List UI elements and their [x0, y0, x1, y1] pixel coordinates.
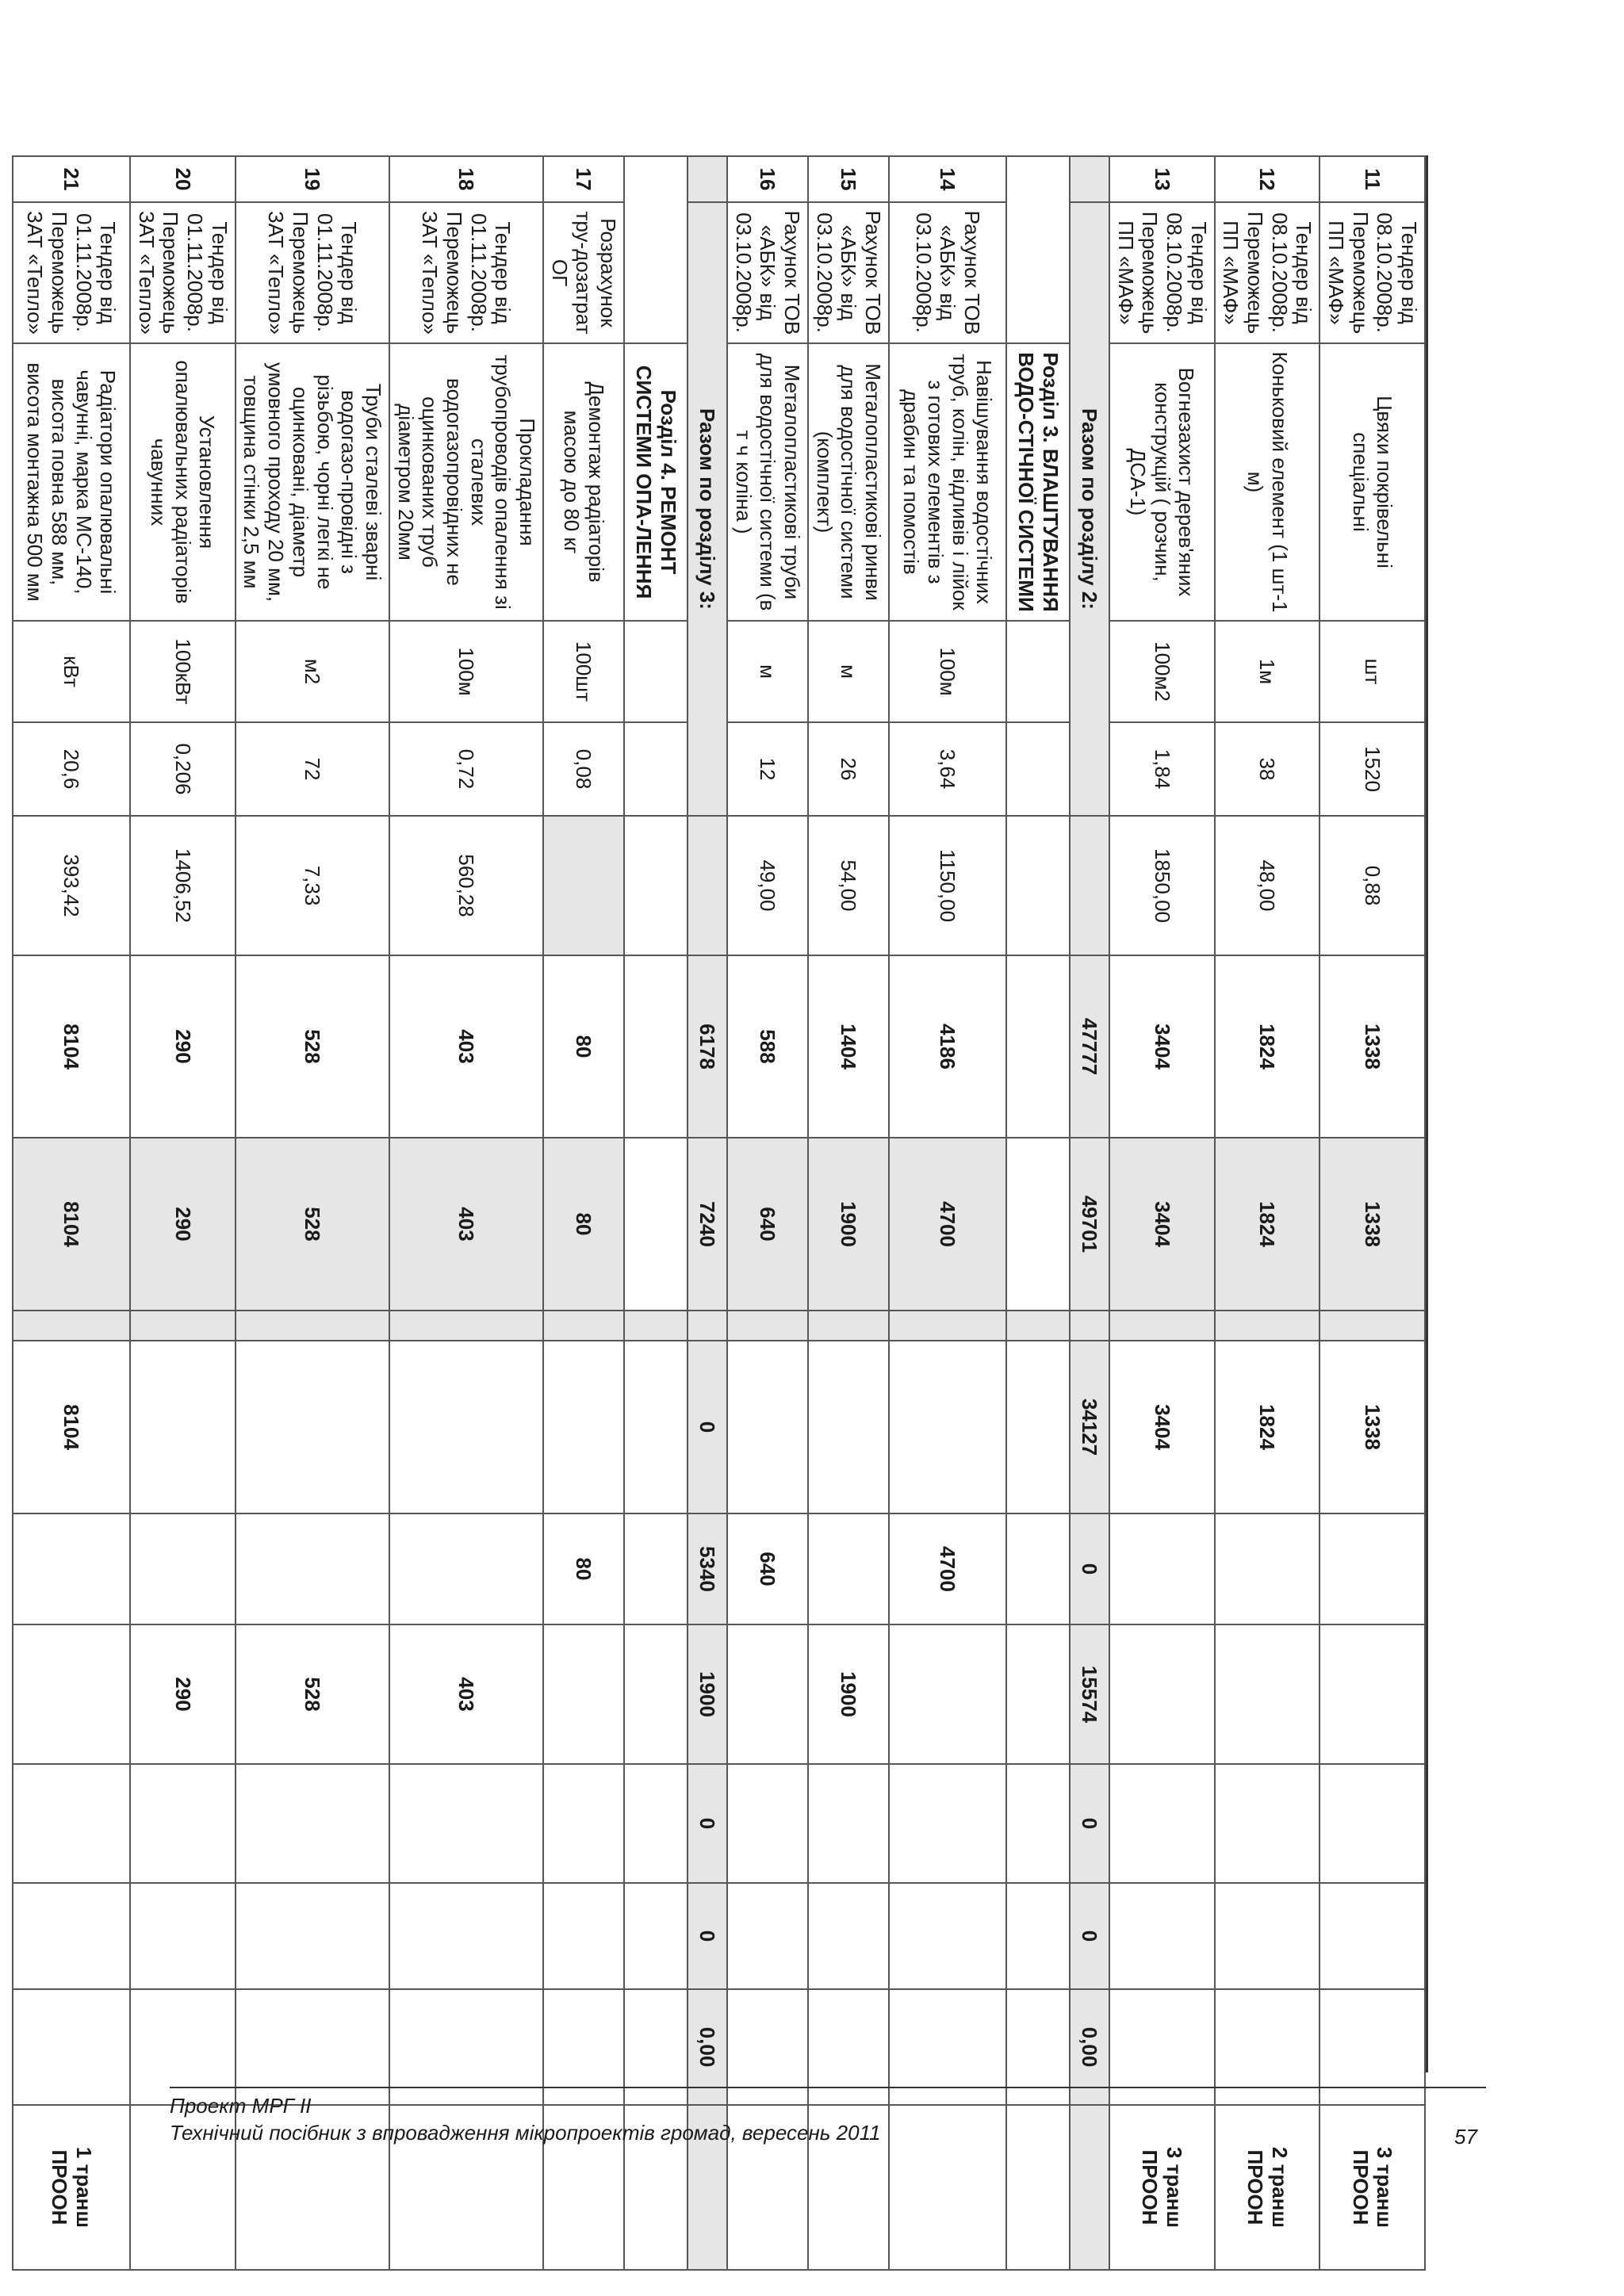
section-title: Розділ 4. РЕМОНТ СИСТЕМИ ОПА-ЛЕННЯ [624, 343, 688, 621]
cell-value: 640 [727, 1513, 808, 1624]
cell-number: 14 [889, 156, 1006, 202]
cell-empty [624, 1513, 688, 1624]
cell-price: 1406,52 [130, 816, 236, 955]
cell-unit: 100м [889, 621, 1006, 722]
cell-value: 3404 [1109, 1341, 1215, 1513]
cell-value [1109, 1513, 1215, 1624]
cell-value [1215, 1624, 1320, 1764]
cell-empty [624, 1138, 688, 1311]
total-label: Разом по розділу 3: [688, 202, 727, 816]
cell-value: 3404 [1109, 955, 1215, 1138]
cell-source: Тендер від 01.11.2008р. Переможець ЗАТ «Тепло» [389, 202, 543, 343]
cell-name: Металопластикові труби для водостічної системи (в т ч коліна ) [727, 343, 808, 621]
cell-value: 5340 [688, 1513, 727, 1624]
cell-gap [236, 1311, 389, 1341]
budget-table [12, 155, 1426, 2271]
cell-value [1109, 1883, 1215, 1989]
cell-value [389, 1764, 543, 1883]
cell-empty [624, 621, 688, 722]
cell-empty [1006, 621, 1070, 722]
cell-empty [1006, 722, 1070, 816]
cell-value [1215, 1883, 1320, 1989]
table-row [889, 156, 1006, 2270]
cell-price [543, 816, 624, 955]
cell-value: 640 [727, 1138, 808, 1311]
cell-number: 15 [808, 156, 889, 202]
total-label: Разом по розділу 2: [1070, 202, 1109, 816]
cell-value: 1900 [808, 1624, 889, 1764]
cell-value: 1338 [1320, 1138, 1425, 1311]
cell-gap [543, 1311, 624, 1341]
cell-value: 1338 [1320, 1341, 1425, 1513]
cell-qty: 1,84 [1109, 722, 1215, 816]
cell-value [1320, 1513, 1425, 1624]
page-footer [170, 2087, 1486, 2147]
cell-gap [389, 1311, 543, 1341]
cell-empty [624, 1624, 688, 1764]
cell-gap [1215, 1311, 1320, 1341]
cell-value [389, 1513, 543, 1624]
cell-value: 1900 [688, 1624, 727, 1764]
cell-empty [1006, 1341, 1070, 1513]
section-row [1006, 156, 1070, 2270]
cell-value: 8104 [13, 1341, 130, 1513]
cell-unit: 100м2 [1109, 621, 1215, 722]
cell-price: 1850,00 [1109, 816, 1215, 955]
cell-value: 15574 [1070, 1624, 1109, 1764]
cell-price: 560,28 [389, 816, 543, 955]
cell-value: 0 [688, 1341, 727, 1513]
cell-unit: м [808, 621, 889, 722]
cell-qty: 26 [808, 722, 889, 816]
cell-value [13, 1989, 130, 2105]
cell-value: 80 [543, 1138, 624, 1311]
cell-source: Тендер від 01.11.2008р. Переможець ЗАТ «Тепло» [236, 202, 389, 343]
cell-empty [624, 1311, 688, 1341]
cell-value: 47777 [1070, 955, 1109, 1138]
cell-value: 290 [130, 1624, 236, 1764]
cell-qty: 0,206 [130, 722, 236, 816]
cell-qty: 0,72 [389, 722, 543, 816]
cell-price: 49,00 [727, 816, 808, 955]
cell-value [236, 1764, 389, 1883]
cell-empty [1006, 1311, 1070, 1341]
table-row [543, 156, 624, 2270]
cell-number: 21 [13, 156, 130, 202]
table-row [808, 156, 889, 2270]
cell-source: Тендер від 08.10.2008р. Переможець ПП «МАФ» [1215, 202, 1320, 343]
cell-gap [13, 1311, 130, 1341]
cell-value [1109, 1624, 1215, 1764]
cell-value [808, 1883, 889, 1989]
cell-gap [889, 1311, 1006, 1341]
cell-price: 54,00 [808, 816, 889, 955]
cell-gap [130, 1311, 236, 1341]
cell-value [808, 1764, 889, 1883]
cell-number: 16 [727, 156, 808, 202]
table-row [389, 156, 543, 2270]
cell-price: 7,33 [236, 816, 389, 955]
cell-value: 403 [389, 1138, 543, 1311]
cell-value [130, 1341, 236, 1513]
cell-value [389, 1883, 543, 1989]
cell-number: 13 [1109, 156, 1215, 202]
cell-value [727, 1764, 808, 1883]
cell-value [130, 1513, 236, 1624]
cell-value: 1824 [1215, 1138, 1320, 1311]
cell-gap [1320, 1311, 1425, 1341]
cell-empty [624, 1764, 688, 1883]
cell-value: 8104 [13, 955, 130, 1138]
cell-value [236, 1883, 389, 1989]
cell-empty [624, 1341, 688, 1513]
cell-value: 528 [236, 1138, 389, 1311]
cell-name: Установлення опалювальних радіаторів чавунних [130, 343, 236, 621]
cell-empty [1006, 1624, 1070, 1764]
cell-source: Рахунок ТОВ «АБК» від 03.10.2008р. [808, 202, 889, 343]
cell-unit: шт [1320, 621, 1425, 722]
cell-value [889, 1883, 1006, 1989]
cell-note: 3 транш ПРООН [1320, 2105, 1425, 2270]
cell-value: 588 [727, 955, 808, 1138]
cell-empty [624, 955, 688, 1138]
section-row [624, 156, 688, 2270]
cell-source: Тендер від 08.10.2008р. Переможець ПП «МАФ» [1320, 202, 1425, 343]
cell-unit: кВт [13, 621, 130, 722]
cell-value: 3404 [1109, 1138, 1215, 1311]
cell-value: 4700 [889, 1138, 1006, 1311]
cell-qty: 0,08 [543, 722, 624, 816]
cell-value: 0 [688, 1883, 727, 1989]
cell-qty: 38 [1215, 722, 1320, 816]
cell-empty [1006, 1138, 1070, 1311]
cell-value: 0 [688, 1764, 727, 1883]
cell-value: 1338 [1320, 955, 1425, 1138]
cell-name: Радіатори опалювальні чавунні, марка МС-140, висота повна 588 мм, висота монтажна 500 мм [13, 343, 130, 621]
table-row [130, 156, 236, 2270]
cell-value [727, 1883, 808, 1989]
cell-value: 6178 [688, 955, 727, 1138]
cell-value [13, 1764, 130, 1883]
cell-number: 20 [130, 156, 236, 202]
cell-source: Розрахунок тру-дозатрат ОГ [543, 202, 624, 343]
cell-value: 1824 [1215, 955, 1320, 1138]
cell-value [808, 1341, 889, 1513]
cell-value: 80 [543, 1513, 624, 1624]
cell-value [130, 1764, 236, 1883]
table-body [13, 156, 1425, 2270]
cell-source: Тендер від 01.11.2008р. Переможець ЗАТ «Тепло» [130, 202, 236, 343]
cell-gap [808, 1311, 889, 1341]
cell-name: Цвяхи покрівельні спеціальні [1320, 343, 1425, 621]
cell-name: Труби сталеві зварні водогазо-провідні з різьбою, чорні легкі не оцинковані, діаметр умовного проходу 20 мм, товщина стінки 2,5 мм [236, 343, 389, 621]
cell-name: Металопластикові ринви для водостічної системи (комплект) [808, 343, 889, 621]
cell-value: 49701 [1070, 1138, 1109, 1311]
cell-value: 8104 [13, 1138, 130, 1311]
cell-value: 0,00 [1070, 1989, 1109, 2105]
cell-empty [1006, 955, 1070, 1138]
cell-gap [727, 1311, 808, 1341]
cell-value [236, 1513, 389, 1624]
cell-name: Прокладання трубопроводів опалення зі сталевих водогазопровідних не оцинкованих труб діаметром 20мм [389, 343, 543, 621]
cell-value [1109, 1764, 1215, 1883]
cell-empty [1006, 816, 1070, 955]
cell-source: Рахунок ТОВ «АБК» від 03.10.2008р. [889, 202, 1006, 343]
cell-unit: 1м [1215, 621, 1320, 722]
cell-value [543, 1341, 624, 1513]
cell-value: 34127 [1070, 1341, 1109, 1513]
cell-value [13, 1624, 130, 1764]
cell-value: 290 [130, 1138, 236, 1311]
footer-title: Технічний посібник з впровадження мікропроектів громад, вересень 2011 [170, 2120, 881, 2145]
cell-empty [1006, 1764, 1070, 1883]
cell-value [1320, 1883, 1425, 1989]
table-row [1320, 156, 1425, 2270]
table-right-border [1426, 155, 1428, 2072]
cell-empty [688, 816, 727, 955]
cell-value [236, 1341, 389, 1513]
cell-empty [1070, 816, 1109, 955]
cell-name: Вогнезахист дерев'яних конструкцій ( розчин, ДСА-1) [1109, 343, 1215, 621]
cell-empty [1006, 1883, 1070, 1989]
cell-value: 403 [389, 1624, 543, 1764]
cell-value [889, 1764, 1006, 1883]
cell-value: 1404 [808, 955, 889, 1138]
cell-value [389, 1341, 543, 1513]
cell-note: 2 транш ПРООН [1215, 2105, 1320, 2270]
total-row [1070, 156, 1109, 2270]
page-number: 57 [1454, 2125, 1477, 2149]
cell-unit: м2 [236, 621, 389, 722]
cell-name: Навішування водостічних труб, колін, відливів і лійок з готових елементів з драбин та помостів [889, 343, 1006, 621]
cell-value: 80 [543, 955, 624, 1138]
cell-value: 0 [1070, 1513, 1109, 1624]
cell-value [130, 1883, 236, 1989]
cell-name: Демонтаж радіаторів масою до 80 кг [543, 343, 624, 621]
cell-qty: 72 [236, 722, 389, 816]
cell-source: Тендер від 08.10.2008р. Переможець ПП «МАФ» [1109, 202, 1215, 343]
cell-value [808, 1513, 889, 1624]
cell-value: 403 [389, 955, 543, 1138]
cell-qty: 1520 [1320, 722, 1425, 816]
cell-empty [1070, 156, 1109, 202]
footer-project: Проект МРГ II [170, 2094, 312, 2118]
cell-empty [624, 156, 688, 343]
cell-value: 1824 [1215, 1341, 1320, 1513]
cell-qty: 3,64 [889, 722, 1006, 816]
cell-gap [688, 1311, 727, 1341]
cell-value: 4186 [889, 955, 1006, 1138]
cell-value [1320, 1624, 1425, 1764]
table-row [1215, 156, 1320, 2270]
cell-unit: м [727, 621, 808, 722]
cell-value [543, 1883, 624, 1989]
cell-note: 3 транш ПРООН [1109, 2105, 1215, 2270]
cell-value: 1900 [808, 1138, 889, 1311]
cell-qty: 12 [727, 722, 808, 816]
cell-empty [624, 722, 688, 816]
cell-note: 1 транш ПРООН [13, 2105, 130, 2270]
cell-value: 528 [236, 1624, 389, 1764]
cell-unit: 100м [389, 621, 543, 722]
cell-value: 4700 [889, 1513, 1006, 1624]
cell-value: 290 [130, 955, 236, 1138]
cell-price: 48,00 [1215, 816, 1320, 955]
cell-price: 0,88 [1320, 816, 1425, 955]
cell-unit: 100шт [543, 621, 624, 722]
cell-value: 0 [1070, 1883, 1109, 1989]
cell-value [727, 1341, 808, 1513]
cell-value [13, 1513, 130, 1624]
cell-value [543, 1764, 624, 1883]
cell-empty [688, 156, 727, 202]
cell-value [1215, 1764, 1320, 1883]
cell-price: 1150,00 [889, 816, 1006, 955]
cell-value: 0,00 [688, 1989, 727, 2105]
cell-value: 0 [1070, 1764, 1109, 1883]
cell-value [13, 1883, 130, 1989]
total-row [688, 156, 727, 2270]
cell-gap [1070, 1311, 1109, 1341]
cell-number: 18 [389, 156, 543, 202]
cell-empty [624, 1883, 688, 1989]
cell-source: Рахунок ТОВ «АБК» від 03.10.2008р. [727, 202, 808, 343]
cell-value [889, 1341, 1006, 1513]
cell-gap [1109, 1311, 1215, 1341]
cell-empty [624, 816, 688, 955]
table-row [727, 156, 808, 2270]
cell-number: 19 [236, 156, 389, 202]
cell-empty [1006, 1513, 1070, 1624]
cell-qty: 20,6 [13, 722, 130, 816]
cell-number: 17 [543, 156, 624, 202]
cell-value: 7240 [688, 1138, 727, 1311]
cell-value [727, 1624, 808, 1764]
cell-value [889, 1624, 1006, 1764]
cell-value [1320, 1764, 1425, 1883]
cell-price: 393,42 [13, 816, 130, 955]
cell-value [543, 1624, 624, 1764]
table-row [13, 156, 130, 2270]
cell-value [1215, 1513, 1320, 1624]
cell-number: 11 [1320, 156, 1425, 202]
cell-source: Тендер від 01.11.2008р. Переможець ЗАТ «Тепло» [13, 202, 130, 343]
section-title: Розділ 3. ВЛАШТУВАННЯ ВОДО-СТІЧНОЇ СИСТЕМИ [1006, 343, 1070, 621]
cell-empty [1006, 156, 1070, 343]
table-row [1109, 156, 1215, 2270]
table-row [236, 156, 389, 2270]
cell-unit: 100кВт [130, 621, 236, 722]
cell-number: 12 [1215, 156, 1320, 202]
cell-name: Коньковий елемент (1 шт-1 м) [1215, 343, 1320, 621]
cell-value: 528 [236, 955, 389, 1138]
